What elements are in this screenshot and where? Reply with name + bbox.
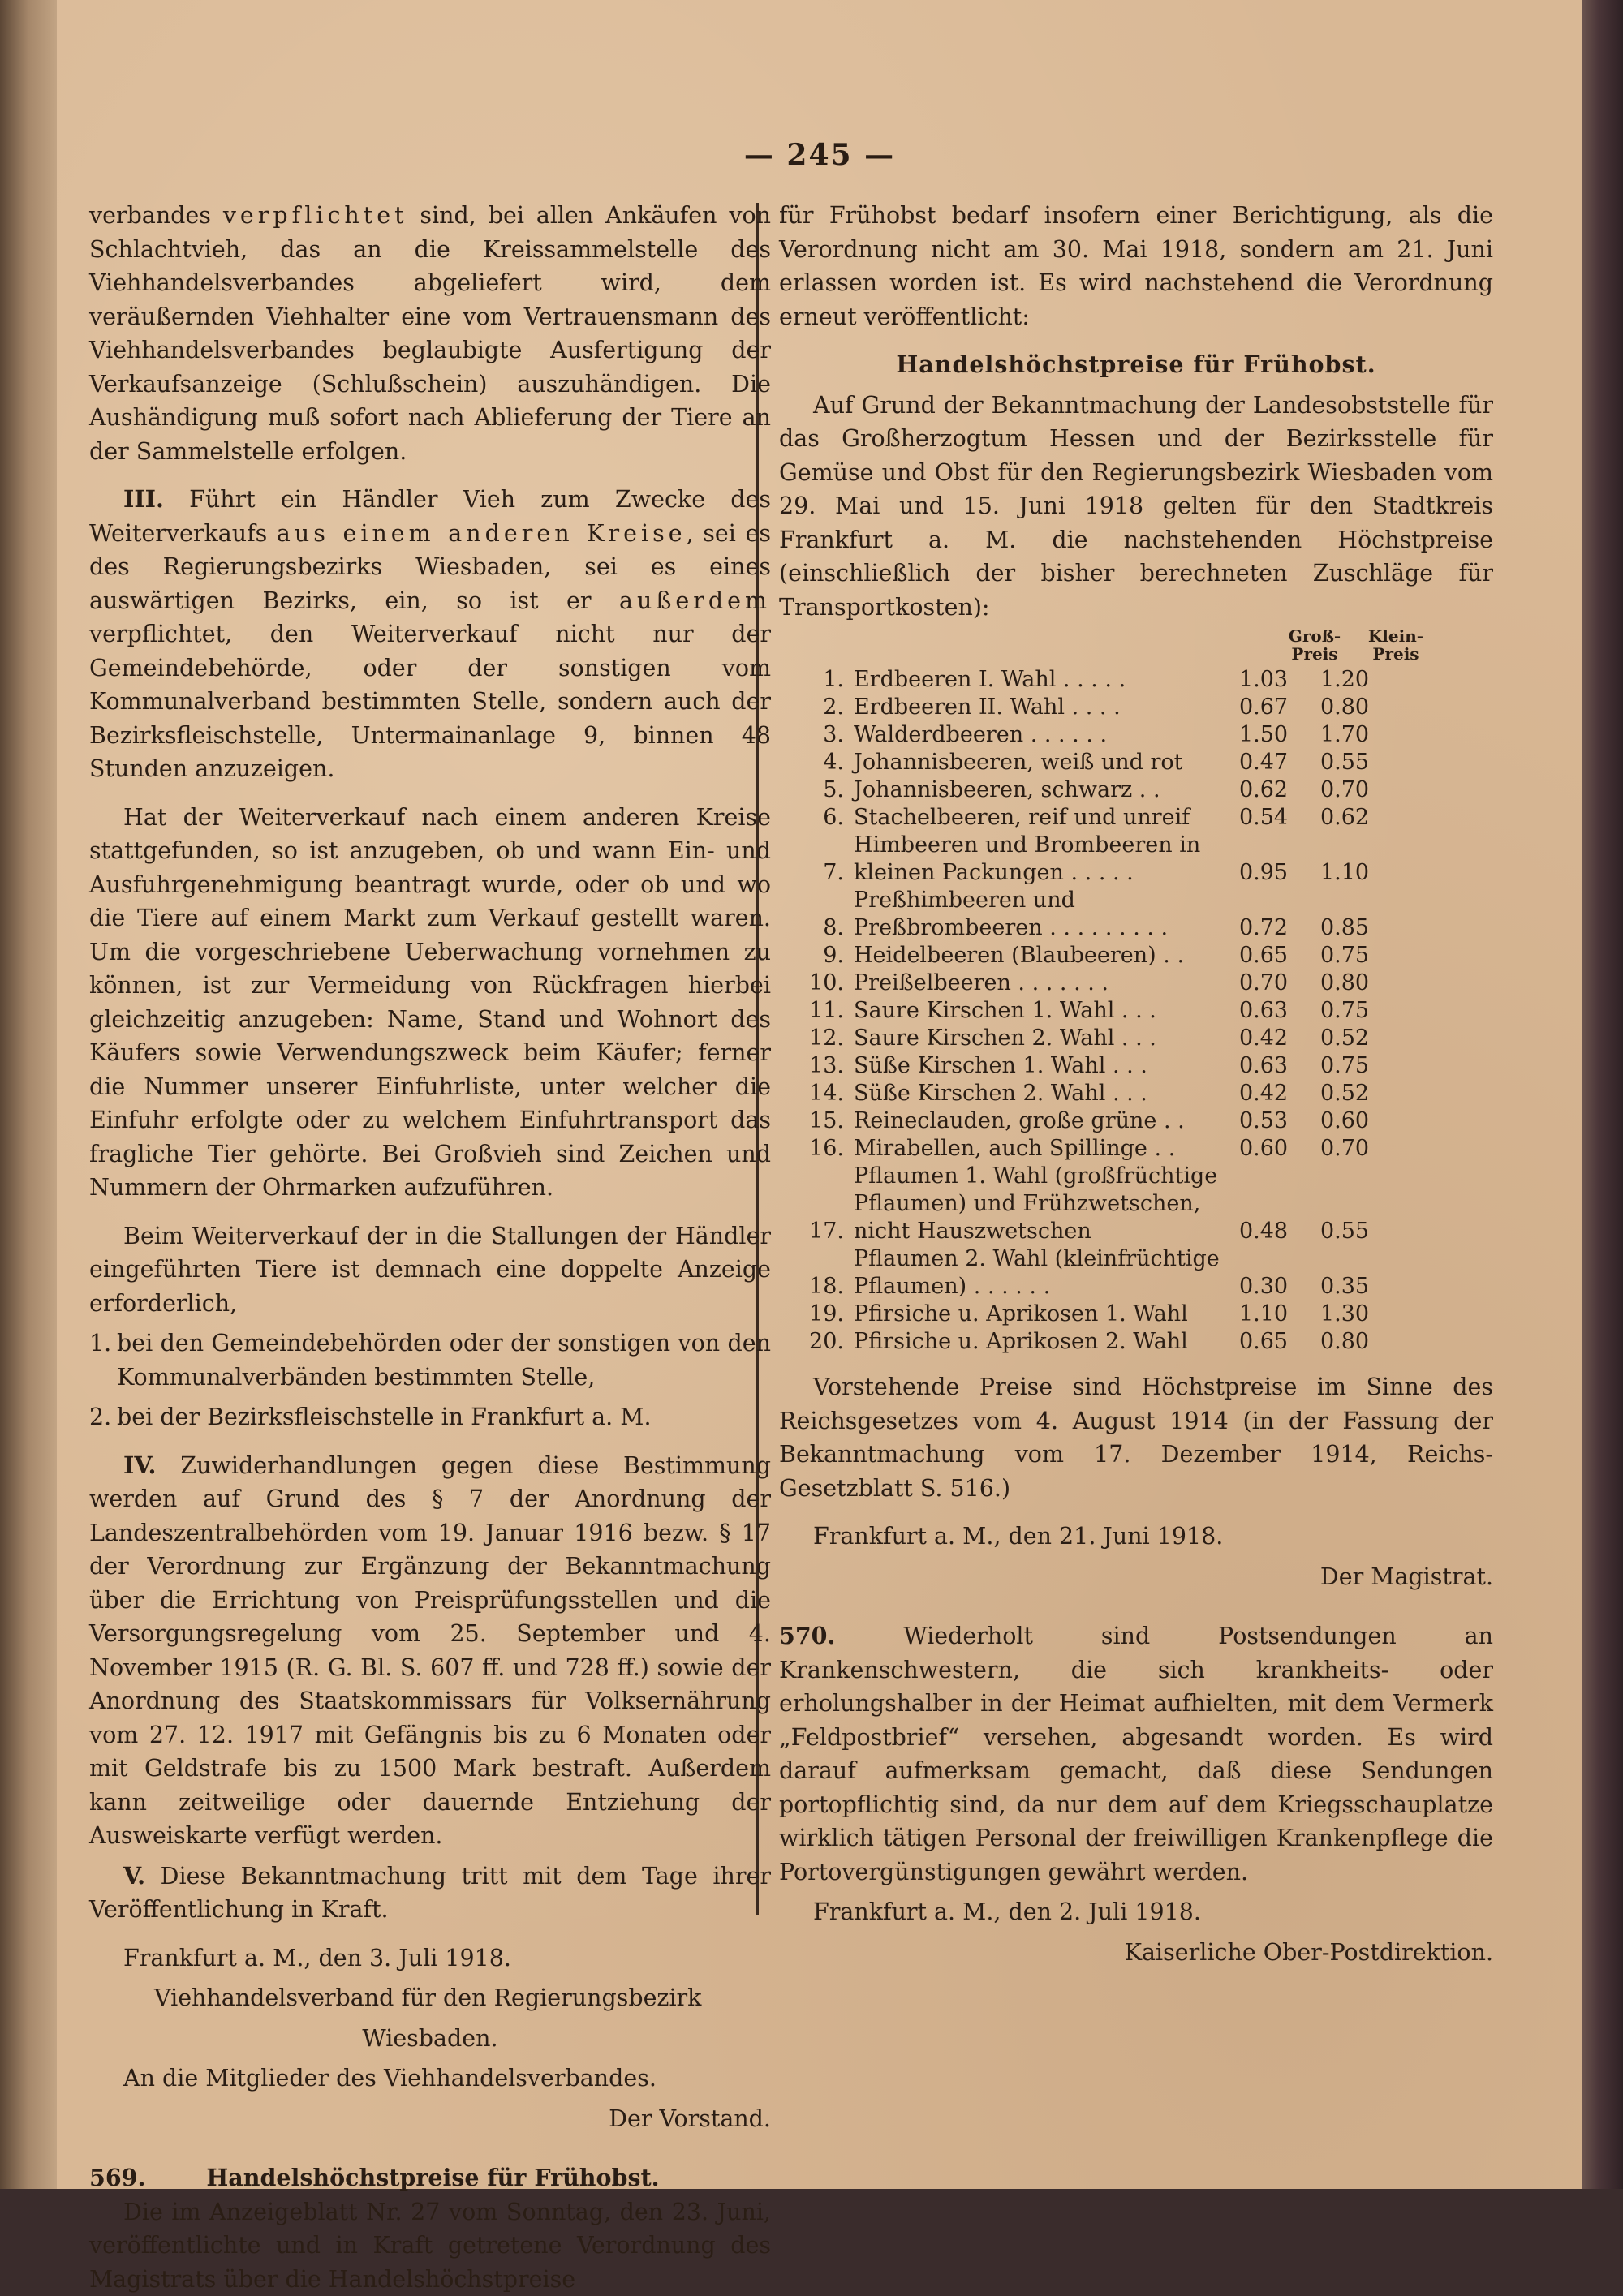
header-retail (1355, 627, 1436, 663)
item-number: 2. (779, 694, 854, 721)
wholesale-price: 0.67 (1223, 694, 1304, 721)
item-number: 19. (779, 1301, 854, 1328)
date-line: Frankfurt a. M., den 21. Juni 1918. (779, 1520, 1493, 1554)
retail-price: 0.62 (1304, 804, 1385, 832)
item-number: 16. (779, 1135, 854, 1163)
price-table-header (779, 627, 1493, 663)
item-name: Heidelbeeren (Blaubeeren) . . (854, 942, 1223, 970)
item-name: Pfirsiche u. Aprikosen 1. Wahl (854, 1301, 1223, 1328)
retail-price: 0.60 (1304, 1107, 1385, 1135)
paragraph-double-report: Beim Weiterverkauf der in die Stallungen der Händler eingeführten Tiere ist demnach eine doppelte Anzeige erforderlich, (89, 1219, 771, 1321)
notice-title: Handelshöchstpreise für Frühobst. (153, 2161, 712, 2195)
list-item (89, 1400, 771, 1434)
wholesale-price: 0.62 (1223, 776, 1304, 804)
price-row (779, 1025, 1493, 1052)
item-name: Preßhimbeeren und Preßbrombeeren . . . . . . . . . (854, 887, 1223, 942)
retail-price: 0.85 (1304, 914, 1385, 942)
item-name: Erdbeeren II. Wahl . . . . (854, 694, 1223, 721)
header-label: Preis (1372, 644, 1419, 664)
price-row (779, 749, 1493, 776)
item-name: Saure Kirschen 1. Wahl . . . (854, 997, 1223, 1025)
item-name: Preißelbeeren . . . . . . . (854, 970, 1223, 997)
price-row (779, 997, 1493, 1025)
item-number: 1. (779, 666, 854, 694)
price-row (779, 1245, 1493, 1301)
item-name: Himbeeren und Brombeeren in kleinen Packungen . . . . . (854, 832, 1223, 887)
retail-price: 0.80 (1304, 694, 1385, 721)
list-text: bei der Bezirksfleischstelle in Frankfurt a. M. (117, 1404, 652, 1430)
item-number: 15. (779, 1107, 854, 1135)
item-name: Johannisbeeren, schwarz . . (854, 776, 1223, 804)
text-segment: verpflichtet, den Weiterverkauf nicht nur der Gemeindebehörde, oder der sonstigen vom Kommunalverband bestimmten Stelle, sondern auch der Bezirksfleischstelle, Untermainanlage 9, binnen 48 Stunden anzuzeigen. (89, 621, 771, 782)
list-item (89, 1326, 771, 1394)
notice-text: Wiederholt sind Postsendungen an Krankenschwestern, die sich krankheits- oder erholungshalber in der Heimat aufhielten, mit dem Vermerk „Feldpostbrief“ versehen, abgesandt worden. Es wird darauf aufmerksam gemacht, daß diese Sendungen portopflichtig sind, da nur dem auf dem Kriegsschauplatze wirklich tätigen Personal der freiwilligen Krankenpflege die Portovergünstigungen gewährt werden. (779, 1623, 1493, 1885)
retail-price: 0.75 (1304, 997, 1385, 1025)
section-number: V. (123, 1862, 145, 1890)
item-name: Stachelbeeren, reif und unreif (854, 804, 1223, 832)
notice-number: 569. (89, 2164, 145, 2191)
item-number: 6. (779, 804, 854, 832)
price-row (779, 942, 1493, 970)
right-column (779, 199, 1493, 1969)
item-name: Walderdbeeren . . . . . . (854, 721, 1223, 749)
document-page (57, 0, 1582, 2189)
paragraph-legal-note: Vorstehende Preise sind Höchstpreise im Sinne des Reichsgesetzes vom 4. August 1914 (in der Fassung der Bekanntmachung vom 17. Dezember 1914, Reichs-Gesetzblatt S. 516.) (779, 1370, 1493, 1505)
item-number: 8. (779, 914, 854, 942)
item-name: Pflaumen 2. Wahl (kleinfrüchtige Pflaumen) . . . . . . (854, 1245, 1223, 1301)
signature-organization-region: Wiesbaden. (89, 2022, 771, 2056)
retail-price: 0.55 (1304, 1218, 1385, 1245)
retail-price: 0.55 (1304, 749, 1385, 776)
wholesale-price: 0.63 (1223, 997, 1304, 1025)
retail-price: 0.80 (1304, 1328, 1385, 1356)
price-rows (779, 666, 1493, 1356)
item-number: 12. (779, 1025, 854, 1052)
retail-price: 0.70 (1304, 1135, 1385, 1163)
date-line: Frankfurt a. M., den 2. Juli 1918. (779, 1895, 1493, 1929)
item-name: Pflaumen 1. Wahl (großfrüchtige Pflaumen) und Frühzwetschen, nicht Hauszwetschen (854, 1163, 1223, 1245)
notice-number: 570. (779, 1622, 835, 1649)
price-row (779, 804, 1493, 832)
paragraph-legal-basis: Auf Grund der Bekanntmachung der Landesobststelle für das Großherzogtum Hessen und der Bezirksstelle für Gemüse und Obst für den Regierungsbezirk Wiesbaden vom 29. Mai und 15. Juni 1918 gelten für den Stadtkreis Frankfurt a. M. die nachstehenden Höchstpreise (einschließlich der bisher berechneten Zuschläge für Transportkosten): (779, 389, 1493, 625)
signature-role: Der Vorstand. (89, 2102, 771, 2136)
item-number: 9. (779, 942, 854, 970)
price-table (779, 627, 1493, 1356)
item-number: 3. (779, 721, 854, 749)
section-iv (89, 1449, 771, 1853)
paragraph-correction: für Frühobst bedarf insofern einer Berichtigung, als die Verordnung nicht am 30. Mai 1918, sondern am 21. Juni erlassen worden ist. Es wird nachstehend die Verordnung erneut veröffentlicht: (779, 199, 1493, 333)
wholesale-price: 0.70 (1223, 970, 1304, 997)
item-number: 14. (779, 1080, 854, 1107)
header-label: Groß- (1289, 626, 1341, 646)
paragraph-export: Hat der Weiterverkauf nach einem anderen Kreise stattgefunden, so ist anzugeben, ob und wann Ein- und Ausfuhrgenehmigung beantragt wurde, oder ob und wo die Tiere auf einem Markt zum Verkauf gestellt waren. Um die vorgeschriebene Ueberwachung vornehmen zu können, ist zur Vermeidung von Rückfragen hierbei gleichzeitig anzugeben: Name, Stand und Wohnort des Käufers sowie Verwendungszweck beim Käufer; ferner die Nummer unserer Einfuhrliste, unter welcher die Einfuhr erfolgte oder zu welchem Einfuhrtransport das fragliche Tier gehörte. Bei Großvieh sind Zeichen und Nummern der Ohrmarken aufzuführen. (89, 801, 771, 1205)
item-name: Reineclauden, große grüne . . (854, 1107, 1223, 1135)
price-row (779, 970, 1493, 997)
wholesale-price: 1.50 (1223, 721, 1304, 749)
wholesale-price: 0.60 (1223, 1135, 1304, 1163)
item-number: 11. (779, 997, 854, 1025)
wholesale-price: 1.03 (1223, 666, 1304, 694)
price-row (779, 1328, 1493, 1356)
retail-price: 0.75 (1304, 1052, 1385, 1080)
wholesale-price: 0.65 (1223, 942, 1304, 970)
list-number: 1. (89, 1326, 117, 1361)
wholesale-price: 0.42 (1223, 1080, 1304, 1107)
price-row (779, 887, 1493, 942)
notice-570 (779, 1619, 1493, 1889)
retail-price: 0.52 (1304, 1080, 1385, 1107)
book-binding-left (0, 0, 63, 2189)
header-label: Preis (1291, 644, 1337, 664)
signature-magistrat: Der Magistrat. (779, 1560, 1493, 1594)
item-name: Johannisbeeren, weiß und rot (854, 749, 1223, 776)
signature-postdirektion: Kaiserliche Ober-Postdirektion. (779, 1936, 1493, 1970)
spaced-emphasis: außerdem (619, 587, 771, 614)
text-segment: Führt ein Händler Vieh zum Zwecke des Weiterverkaufs (89, 486, 771, 547)
price-row (779, 721, 1493, 749)
addressee-line: An die Mitglieder des Viehhandelsverbandes. (89, 2062, 771, 2096)
item-name: Süße Kirschen 2. Wahl . . . (854, 1080, 1223, 1107)
retail-price: 0.75 (1304, 942, 1385, 970)
wholesale-price: 0.63 (1223, 1052, 1304, 1080)
retail-price: 1.70 (1304, 721, 1385, 749)
price-row (779, 1163, 1493, 1245)
item-number: 17. (779, 1218, 854, 1245)
item-number: 4. (779, 749, 854, 776)
section-number: IV. (123, 1451, 156, 1479)
wholesale-price: 0.47 (1223, 749, 1304, 776)
price-row (779, 1052, 1493, 1080)
item-name: Saure Kirschen 2. Wahl . . . (854, 1025, 1223, 1052)
spaced-emphasis: verpflichtet (223, 202, 408, 229)
price-row (779, 1080, 1493, 1107)
signature-organization: Viehhandelsverband für den Regierungsbezirk (89, 1981, 771, 2015)
notice-569-text: Die im Anzeigeblatt Nr. 27 vom Sonntag, den 23. Juni, veröffentlichte und in Kraft getretene Verordnung des Magistrats über die Handelshöchstpreise (89, 2195, 771, 2296)
date-line: Frankfurt a. M., den 3. Juli 1918. (89, 1941, 771, 1976)
item-name: Mirabellen, auch Spillinge . . (854, 1135, 1223, 1163)
text-segment: , sei es des Regierungsbezirks Wiesbaden, sei es eines auswärtigen Bezirks, ein, so ist er (89, 520, 771, 614)
paragraph-obligation (89, 199, 771, 468)
price-row (779, 694, 1493, 721)
item-number: 20. (779, 1328, 854, 1356)
retail-price: 0.70 (1304, 776, 1385, 804)
item-number: 5. (779, 776, 854, 804)
text-segment: Zuwiderhandlungen gegen diese Bestimmung werden auf Grund des § 7 der Anordnung der Landeszentralbehörden vom 19. Januar 1916 bezw. § 17 der Verordnung zur Ergänzung der Bekanntmachung über die Errichtung von Preisprüfungsstellen und die Versorgungsregelung vom 25. September und 4. November 1915 (R. G. Bl. S. 607 ff. und 728 ff.) sowie der Anordnung des Staatskommissars für Volksernährung vom 27. 12. 1917 mit Gefängnis bis zu 6 Monaten oder mit Geldstrafe bis zu 1500 Mark bestraft. Außerdem kann zeitweilige oder dauernde Entziehung der Ausweiskarte verfügt werden. (89, 1452, 771, 1850)
price-row (779, 776, 1493, 804)
header-wholesale (1274, 627, 1355, 663)
price-row (779, 832, 1493, 887)
item-name: Süße Kirschen 1. Wahl . . . (854, 1052, 1223, 1080)
price-row (779, 666, 1493, 694)
text-segment: sind, bei allen Ankäufen von Schlachtvieh, das an die Kreissammelstelle des Viehhandelsverbandes abgeliefert wird, dem veräußernden Viehhalter eine vom Vertrauensmann des Viehhandelsverbandes beglaubigte Ausfertigung der Verkaufsanzeige (Schlußschein) auszuhändigen. Die Aushändigung muß sofort nach Ablieferung der Tiere an der Sammelstelle erfolgen. (89, 202, 771, 465)
wholesale-price: 1.10 (1223, 1301, 1304, 1328)
retail-price: 0.35 (1304, 1273, 1385, 1301)
item-number: 10. (779, 970, 854, 997)
notice-569-heading (89, 2161, 771, 2195)
wholesale-price: 0.72 (1223, 914, 1304, 942)
text-segment: verbandes (89, 202, 211, 229)
wholesale-price: 0.42 (1223, 1025, 1304, 1052)
retail-price: 1.30 (1304, 1301, 1385, 1328)
item-number: 13. (779, 1052, 854, 1080)
wholesale-price: 0.65 (1223, 1328, 1304, 1356)
price-ordinance-title: Handelshöchstpreise für Frühobst. (779, 348, 1493, 382)
section-iii (89, 483, 771, 786)
item-name: Erdbeeren I. Wahl . . . . . (854, 666, 1223, 694)
item-name: Pfirsiche u. Aprikosen 2. Wahl (854, 1328, 1223, 1356)
price-row (779, 1135, 1493, 1163)
retail-price: 0.52 (1304, 1025, 1385, 1052)
wholesale-price: 0.48 (1223, 1218, 1304, 1245)
page-number: — 245 — (57, 138, 1582, 172)
price-row (779, 1107, 1493, 1135)
wholesale-price: 0.54 (1223, 804, 1304, 832)
retail-price: 1.10 (1304, 859, 1385, 887)
retail-price: 1.20 (1304, 666, 1385, 694)
left-column (89, 199, 771, 2296)
text-segment: Diese Bekanntmachung tritt mit dem Tage ihrer Veröffentlichung in Kraft. (89, 1863, 771, 1924)
spaced-emphasis: aus einem anderen Kreise (277, 520, 687, 547)
item-number: 7. (779, 859, 854, 887)
wholesale-price: 0.95 (1223, 859, 1304, 887)
section-number: III. (123, 485, 164, 513)
item-number: 18. (779, 1273, 854, 1301)
header-label: Klein- (1368, 626, 1423, 646)
price-row (779, 1301, 1493, 1328)
wholesale-price: 0.30 (1223, 1273, 1304, 1301)
wholesale-price: 0.53 (1223, 1107, 1304, 1135)
list-text: bei den Gemeindebehörden oder der sonstigen von den Kommunalverbänden bestimmten Stelle, (117, 1330, 771, 1391)
list-number: 2. (89, 1400, 117, 1434)
retail-price: 0.80 (1304, 970, 1385, 997)
section-v (89, 1860, 771, 1927)
